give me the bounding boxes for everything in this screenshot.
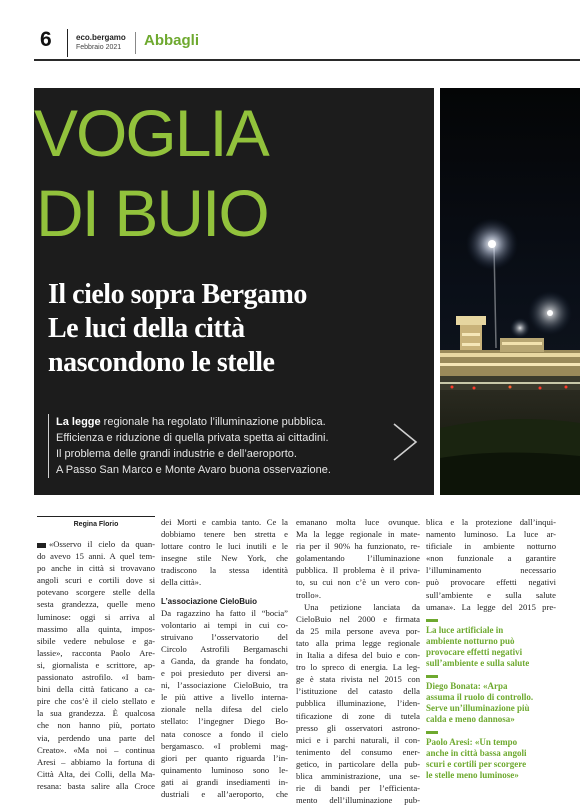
text-line: nata conosce a fondo il cielo	[161, 728, 288, 739]
subtitle-line: Il cielo sopra Bergamo	[48, 279, 307, 310]
text-line: potevano scorgere stelle della	[37, 587, 155, 598]
page-header	[34, 27, 580, 59]
deck-lead: La legge	[56, 416, 101, 428]
text-line: mici e i parchi naturali, il con-	[296, 734, 420, 745]
text-line: si, giornalista e scrittore, ap-	[37, 659, 155, 670]
deck	[56, 414, 386, 478]
text-line: tro lo spreco di energia. La leg-	[296, 662, 420, 673]
quote-line: «Un tempo	[474, 736, 518, 747]
text-line: giori per quanto riguarda l’in-	[161, 752, 288, 763]
pull-quote	[426, 731, 556, 781]
headline-line-1: VOGLIA	[34, 96, 268, 170]
text-line: sibile vedere nebulose e ga-	[37, 635, 155, 646]
article-column-1	[37, 516, 155, 792]
header-divider	[67, 29, 68, 57]
article-column-2	[161, 516, 288, 800]
issue-date: Febbraio 2021	[76, 44, 122, 51]
text-line: tificazione di zone di tutela	[296, 710, 420, 721]
text-line: blica e la protezione dall’inqui-	[426, 517, 556, 527]
quote-author: Paolo Aresi:	[426, 736, 475, 747]
quote-line: «Arpa	[483, 680, 508, 691]
section-title: Abbagli	[144, 32, 199, 49]
text-line: lassie», racconta Paolo Are-	[37, 647, 155, 658]
text-line: tato alla prima legge regionale	[296, 637, 420, 648]
text-line: Città Alta, dei Colli, della Ma-	[37, 768, 155, 779]
text-line: volontario ai tempi in cui co-	[161, 619, 288, 630]
deck-divider	[48, 414, 49, 478]
text-line: golamentando l’illuminazione	[296, 553, 420, 564]
text-line: dobbiamo tenere ben stretta e	[161, 529, 288, 540]
text-line: passionato astrofilo. «I bam-	[37, 672, 155, 683]
quote-marker	[426, 731, 438, 734]
deck-line: Il problema delle grandi industrie e dell’aeroporto.	[56, 448, 297, 460]
text-line: a Ganda, da grande ha fondato,	[161, 655, 288, 666]
quote-line: La luce artificiale in	[426, 624, 504, 635]
text-line: «Osservo il cielo da quan-	[37, 538, 155, 550]
text-line: to, su cui non c’è un vero con-	[296, 577, 420, 588]
text-line: ge è stata rivista nel 2015 con	[296, 674, 420, 685]
text-line: le più attive a livello interna-	[161, 692, 288, 703]
quote-line: anche in città bassa angoli	[426, 747, 527, 758]
text-line: della città».	[161, 577, 202, 588]
text-line: pire che cos’è il cielo stellato e	[37, 696, 155, 707]
quote-line: provocare effetti negativi	[426, 646, 523, 657]
text-line: via, perdendo una parte del	[37, 732, 155, 743]
hero-block	[34, 88, 434, 495]
text-line: l’istituzione del catasto della	[296, 686, 420, 697]
text-line: bergamasco. «I problemi mag-	[161, 740, 288, 751]
magazine-name: eco.bergamo	[76, 33, 126, 42]
text-line: in Italia a difesa del buio e con-	[296, 650, 420, 661]
byline: Regina Florio	[73, 521, 119, 528]
subtitle-line: nascondono le stelle	[48, 347, 275, 378]
paragraph-marker	[37, 543, 46, 548]
quote-line: le stelle meno luminose»	[426, 769, 519, 780]
deck-line: A Passo San Marco e Monte Avaro buona osservazione.	[56, 464, 331, 476]
text-line: Una petizione lanciata da	[304, 601, 420, 612]
quote-marker	[426, 675, 438, 678]
text-line: la sua grandezza. È qualcosa	[37, 708, 155, 719]
header-rule	[34, 59, 580, 61]
quote-marker	[426, 619, 438, 622]
text-line: dustriali e all’aeroporto, che	[161, 788, 288, 799]
article-column-4	[426, 516, 556, 781]
text-line: struivano l’osservatorio del	[161, 631, 288, 642]
text-line: rie di bandi per l’efficienta-	[296, 783, 420, 794]
quote-line: Serve un’illuminazione più	[426, 702, 530, 713]
text-line: e poi presieduto per diversi an-	[161, 668, 288, 679]
text-line: CieloBuio nel 2000 e firmata	[296, 613, 420, 624]
quote-line: ambiente notturno può	[426, 635, 515, 646]
text-line: mento dell’illuminazione pub-	[296, 795, 420, 806]
arrow-right-icon	[390, 422, 420, 462]
text-line: può provocare effetti negativi	[426, 577, 556, 588]
text-line: namento luminoso. La luce ar-	[426, 529, 556, 540]
text-line: lottare contro le luci inutili e le	[161, 541, 288, 552]
text-line: emanano molta luce ovunque.	[296, 517, 420, 527]
header-divider-2	[135, 32, 136, 54]
text-line: Ma la legge regionale in mate-	[296, 529, 420, 540]
text-line: da 25 mila persone aveva por-	[296, 625, 420, 636]
section-heading: L’associazione CieloBuio	[161, 596, 258, 606]
text-line: Aresi – abbiamo la fortuna di	[37, 756, 155, 767]
byline-rule	[37, 516, 155, 517]
quote-line: calda e meno dannosa»	[426, 713, 515, 724]
text-line: «non funzionale a garantire	[426, 553, 556, 564]
text-line: sull’ambiente e sulla salute	[426, 589, 556, 600]
quote-line: sull’ambiente e sulla salute	[426, 657, 530, 668]
text-line: stellato: l’ingegner Diego Bo-	[161, 716, 288, 727]
article-column-3	[296, 516, 420, 806]
pull-quote	[426, 675, 556, 725]
text-line: zionale nella difesa del cielo	[161, 704, 288, 715]
text-line: dei Morti e cambia tanto. Ce la	[161, 517, 288, 527]
text-line: gati ai grandi insediamenti in-	[161, 776, 288, 787]
headline-line-2: DI BUIO	[36, 176, 268, 250]
quote-line: scuri e cortili per scorgere	[426, 758, 527, 769]
deck-line: Efficienza e riduzione di quella privata spetta ai cittadini.	[56, 432, 329, 444]
text-line: ria per il 90% ha funzionato, re-	[296, 541, 420, 552]
text-line: Da ragazzino ha fatto il “bocia”	[161, 607, 288, 618]
text-line: tenimento del consumo ener-	[296, 746, 420, 757]
text-line: po anche in città si trovavano	[37, 563, 155, 574]
text-line: ni, l’associazione CieloBuio, tra	[161, 680, 288, 691]
photo-illustration	[440, 88, 580, 495]
text-line: presso gli osservatori astrono-	[296, 722, 420, 733]
text-line: l’illuminamento necessario	[426, 565, 556, 576]
text-line: pubblica. Il problema è il priva-	[296, 565, 420, 576]
text-line: luminose: oggi si arriva al	[37, 611, 155, 622]
text-line: blica amministrazione, una se-	[296, 770, 420, 781]
text-line: insegne stile New York, che	[161, 553, 288, 564]
text-line: tificiale in ambiente notturno	[426, 541, 556, 552]
quote-line: assuma il ruolo di controllo.	[426, 691, 534, 702]
night-airport-photo	[440, 88, 580, 495]
text-line: sesta grandezza, quelle meno	[37, 599, 155, 610]
text-line: getico, in particolare della pub-	[296, 758, 420, 769]
text-line: trollo».	[296, 589, 322, 600]
quote-author: Diego Bonata:	[426, 680, 483, 691]
text-line: umana». La legge del 2015 pre-	[426, 601, 556, 612]
text-line: angoli scuri e cortili dove si	[37, 575, 155, 586]
text-line: quinamento luminoso sono le-	[161, 764, 288, 775]
text-line: do avevo 15 anni. A quel tem-	[37, 551, 155, 562]
page-number: 6	[40, 28, 52, 51]
deck-line: regionale ha regolato l’illuminazione pubblica.	[100, 416, 326, 428]
text-line: bini della città faticano a ca-	[37, 684, 155, 695]
text-line: massimo alla quinta, impos-	[37, 623, 155, 634]
text-line: Circolo Astrofili Bergamaschi	[161, 643, 288, 654]
text-line: resana: basta salire alla Croce	[37, 780, 155, 791]
text-line: Creato». «Ma noi – continua	[37, 744, 155, 755]
text-line: pubblica illuminazione, l’iden-	[296, 698, 420, 709]
text-line: tradiscono la stessa identità	[161, 565, 288, 576]
text-line: che non hanno più, portato	[37, 720, 155, 731]
pull-quote	[426, 619, 556, 669]
subtitle	[48, 278, 428, 380]
subtitle-line: Le luci della città	[48, 313, 245, 344]
